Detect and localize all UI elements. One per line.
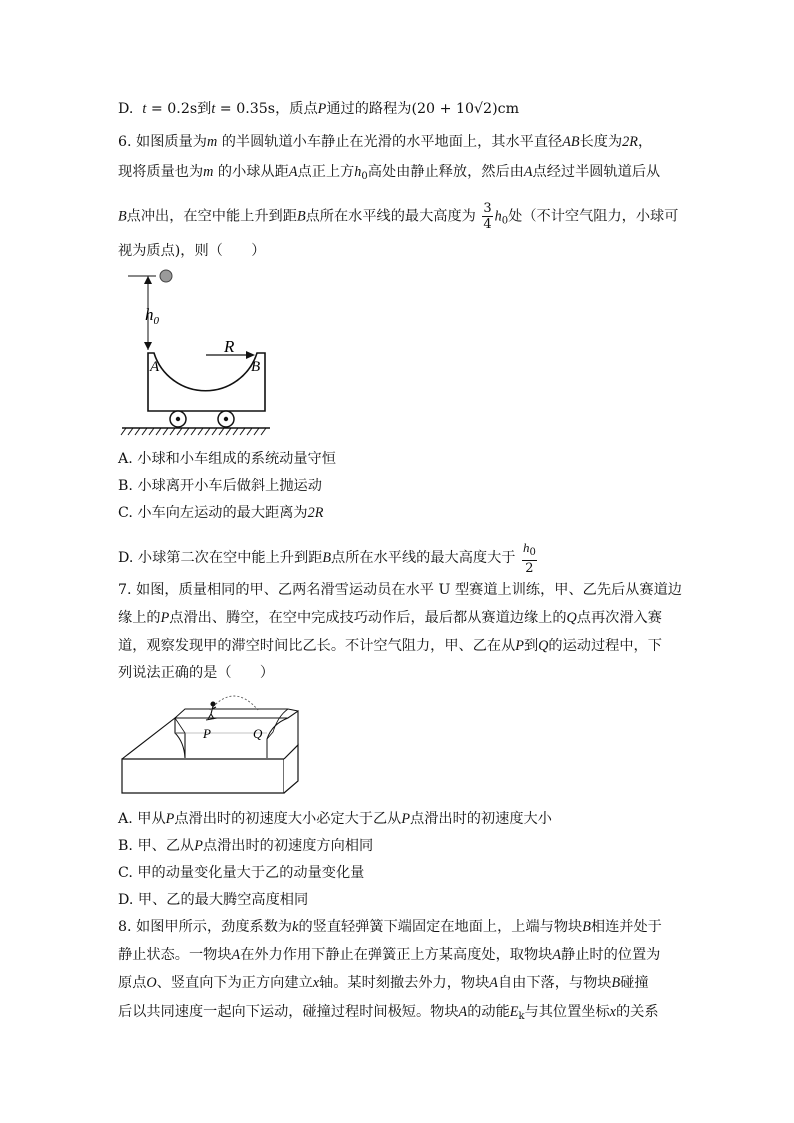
q7-option-d[interactable]: D. 甲、乙的最大腾空高度相同 (118, 892, 309, 908)
q6-stem-line-3: B点冲出，在空中能上升到距B点所在水平线的最大高度为 $\frac{3}{4}$ $h_0$处（不计空气阻力，小球可 (118, 201, 679, 232)
q-label: Q (253, 726, 263, 741)
a-label: A (150, 359, 160, 375)
q7-stem-line-4: 列说法正确的是（ ） (118, 665, 275, 681)
q6-option-b[interactable]: B. 小球离开小车后做斜上抛运动 (118, 478, 322, 494)
q7-stem-line-1: 7. 如图，质量相同的甲、乙两名滑雪运动员在水平 U 型赛道上训练，甲、乙先后从赛道边 (118, 582, 682, 598)
q6-stem-line-4: 视为质点)，则（ ） (118, 243, 266, 259)
q8-stem-line-4: 后以共同速度一起向下运动，碰撞过程时间极短。物块A的动能$E_k$与其位置坐标x的关系 (118, 1004, 659, 1022)
ball-icon (160, 270, 172, 282)
skier-icon (206, 702, 217, 720)
q6-option-c[interactable]: C. 小车向左运动的最大距离为2R (118, 505, 324, 521)
ground-hatching (121, 428, 266, 435)
q8-stem-line-1: 8. 如图甲所示，劲度系数为k的竖直轻弹簧下端固定在地面上，上端与物块B相连并处于 (118, 919, 662, 935)
h0-label: $h_0$ (145, 305, 159, 327)
fraction-h0-over-2: $\frac{h_0}{2}$ (522, 540, 536, 576)
fraction-three-quarters: $\frac{3}{4}$ (483, 201, 492, 232)
flight-trajectory (210, 696, 258, 710)
q7-stem-line-2: 缘上的P点滑出、腾空，在空中完成技巧动作后，最后都从赛道边缘上的Q点再次滑入赛 (118, 610, 662, 626)
b-label: B (251, 359, 261, 375)
r-label: R (224, 337, 235, 356)
q6-stem-line-2: 现将质量也为m 的小球从距A点正上方$h_0$高处由静止释放，然后由A点经过半圆轨道后从 (118, 164, 661, 182)
q6-option-a[interactable]: A. 小球和小车组成的系统动量守恒 (118, 451, 336, 467)
q7-option-b[interactable]: B. 甲、乙从P点滑出时的初速度方向相同 (118, 838, 374, 854)
p-label: P (203, 726, 211, 741)
u-track-figure (118, 692, 303, 800)
q8-stem-line-3: 原点O、竖直向下为正方向建立x轴。某时刻撤去外力，物块A自由下落，与物块B碰撞 (118, 975, 649, 991)
q7-option-c[interactable]: C. 甲的动量变化量大于乙的动量变化量 (118, 865, 365, 881)
q6-option-d[interactable]: D. 小球第二次在空中能上升到距B点所在水平线的最大高度大于 $\frac{h_0}{2}$ (118, 540, 536, 576)
q5-option-d: D. t = 0.2s到t = 0.35s，质点P通过的路程为(20 + 10√2)cm (118, 101, 520, 117)
cart-halfpipe-figure (118, 262, 278, 442)
q6-stem-line-1: 6. 如图质量为m 的半圆轨道小车静止在光滑的水平地面上，其水平直径AB长度为2R， (118, 134, 653, 150)
q7-option-a[interactable]: A. 甲从P点滑出时的初速度大小必定大于乙从P点滑出时的初速度大小 (118, 811, 552, 827)
q8-stem-line-2: 静止状态。一物块A在外力作用下静止在弹簧正上方某高度处，取物块A静止时的位置为 (118, 947, 661, 963)
q7-stem-line-3: 道，观察发现甲的滞空时间比乙长。不计空气阻力，甲、乙在从P到Q的运动过程中，下 (118, 638, 662, 654)
